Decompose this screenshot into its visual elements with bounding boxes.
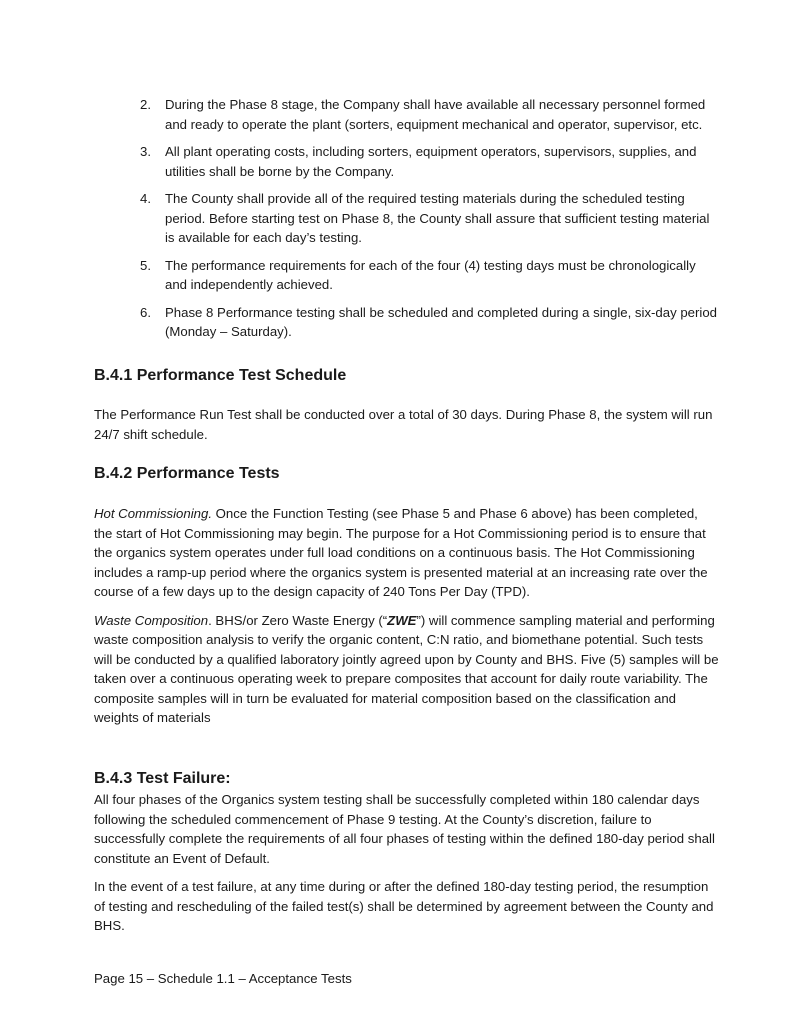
schedule-paragraph: The Performance Run Test shall be conducted over a total of 30 days. During Phase 8, the system will run 24/7 shift schedule. [94, 407, 713, 442]
waste-composition-paragraph [94, 611, 719, 728]
failure-paragraph-1: All four phases of the Organics system testing shall be successfully completed within 180 calendar days following the scheduled commencement of Phase 9 testing. At the County’s discretion, failure to successfully complete the requirements of all four phases of testing within the defined 180-day period shall constitute an Event of Default. [94, 792, 715, 866]
waste-composition-text-pre: . BHS/or Zero Waste Energy (“ [208, 612, 388, 628]
list-item [140, 142, 720, 181]
section-heading: B.4.1 Performance Test Schedule [94, 367, 347, 384]
list-item [140, 95, 720, 134]
list-item [140, 189, 720, 248]
requirements-list [140, 95, 720, 350]
list-item-text: During the Phase 8 stage, the Company shall have available all necessary personnel formed and ready to operate the plant (sorters, equipment mechanical and operator, supervisor, etc. [165, 97, 706, 132]
section-tests [94, 463, 719, 728]
list-item-number: 2. [140, 97, 151, 112]
hot-commissioning-label: Hot Commissioning. [94, 506, 212, 521]
list-item [140, 303, 720, 342]
list-item-text: The performance requirements for each of the four (4) testing days must be chronologically and independently achieved. [165, 257, 696, 292]
page-footer: Page 15 – Schedule 1.1 – Acceptance Tests [94, 971, 352, 986]
list-item [140, 256, 720, 295]
hot-commissioning-text: Once the Function Testing (see Phase 5 and Phase 6 above) has been completed, the start of Hot Commissioning may begin. The purpose for a Hot Commissioning period is to ensure that the organics system operates under full load conditions on a continuous basis. The Hot Commissioning includes a ramp-up period where the organics system is presented material at an increasing rate over the course of a few days up to the design capacity of 240 Tons Per Day (TPD). [94, 506, 708, 599]
list-item-number: 3. [140, 144, 151, 159]
list-item-text: Phase 8 Performance testing shall be scheduled and completed during a single, six-day period (Monday – Saturday). [165, 304, 718, 339]
waste-composition-label: Waste Composition [94, 612, 209, 628]
zwe-abbreviation: ZWE [387, 612, 417, 628]
failure-paragraph-2: In the event of a test failure, at any time during or after the defined 180-day testing period, the resumption of testing and rescheduling of the failed test(s) shall be determined by agreement between the County and BHS. [94, 879, 714, 933]
section-heading: B.4.2 Performance Tests [94, 465, 280, 482]
section-failure [94, 768, 719, 936]
section-heading: B.4.3 Test Failure: [94, 770, 231, 787]
list-item-number: 4. [140, 191, 151, 206]
list-item-number: 6. [140, 304, 151, 320]
list-item-text: The County shall provide all of the required testing materials during the scheduled testing period. Before starting test on Phase 8, the County shall assure that sufficient testing material is available for each day’s testing. [165, 191, 710, 245]
waste-composition-text-post: ”) will commence sampling material and performing waste composition analysis to verify the organic content, C:N ratio, and biomethane potential. Such tests will be conducted by a qualified laboratory jointly agreed upon by County and BHS. Five (5) samples will be taken over a continuous operating week to prepare composites that account for daily route variability. The composite samples will in turn be evaluated for material composition based on the classification and weights of materials [94, 612, 719, 725]
section-schedule [94, 365, 719, 444]
list-item-number: 5. [140, 257, 151, 273]
list-item-text: All plant operating costs, including sorters, equipment operators, supervisors, supplies, and utilities shall be borne by the Company. [165, 144, 697, 179]
hot-commissioning-paragraph [94, 504, 719, 602]
